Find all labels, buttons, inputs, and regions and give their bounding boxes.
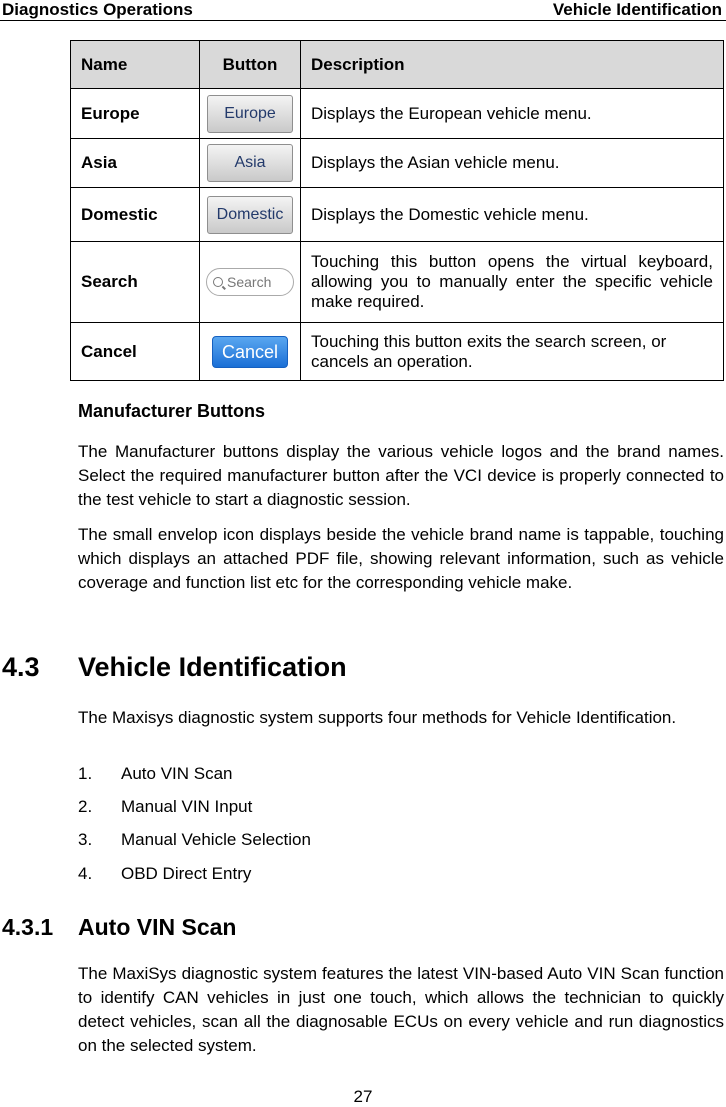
table-row (71, 139, 724, 188)
list-number: 2. (78, 797, 93, 816)
row-description: Displays the Asian vehicle menu. (301, 139, 724, 188)
manufacturer-paragraph-1: The Manufacturer buttons display the various vehicle logos and the brand names. Select the required manufacturer button after the VCI device is properly connected to the test vehicle to start a diagnostic session. (78, 442, 724, 509)
section-title: Auto VIN Scan (78, 914, 237, 940)
section-number: 4.3 (2, 652, 40, 682)
row-name: Cancel (71, 323, 200, 381)
button-cell (200, 323, 301, 381)
search-button-label: Search (227, 274, 272, 290)
section-4-3-1-body: The MaxiSys diagnostic system features the latest VIN-based Auto VIN Scan function to identify CAN vehicles in just one touch, which allows the technician to quickly detect vehicles, scan all the diagnosable ECUs on every vehicle and run diagnostics on the selected system. (78, 964, 724, 1055)
search-button-image (206, 268, 294, 296)
column-header-description: Description (301, 41, 724, 89)
button-cell (200, 139, 301, 188)
table-row (71, 242, 724, 323)
row-name: Asia (71, 139, 200, 188)
list-text: OBD Direct Entry (121, 864, 252, 883)
search-icon (213, 277, 223, 287)
section-number: 4.3.1 (2, 914, 54, 940)
table-row (71, 89, 724, 139)
row-name: Search (71, 242, 200, 323)
row-description: Touching this button exits the search screen, or cancels an operation. (301, 323, 724, 381)
list-item (78, 830, 311, 850)
column-header-name: Name (71, 41, 200, 89)
button-cell (200, 242, 301, 323)
europe-button-image: Europe (207, 95, 293, 133)
section-title: Vehicle Identification (78, 652, 347, 682)
list-number: 3. (78, 830, 93, 849)
row-description: Displays the European vehicle menu. (301, 89, 724, 139)
table-header-row (71, 41, 724, 89)
button-reference-table (70, 40, 724, 381)
row-name: Domestic (71, 188, 200, 242)
list-item (78, 864, 251, 884)
table-row (71, 188, 724, 242)
domestic-button-image: Domestic (207, 196, 293, 234)
header-section-title: Diagnostics Operations (2, 0, 193, 19)
list-number: 1. (78, 764, 93, 783)
list-text: Manual Vehicle Selection (121, 830, 311, 849)
section-heading-4-3-1 (2, 914, 236, 941)
manufacturer-paragraph-2: The small envelop icon displays beside the vehicle brand name is tappable, touching which displays an attached PDF file, showing relevant information, such as vehicle coverage and function list etc for the corresponding vehicle make. (78, 525, 724, 592)
section-heading-4-3 (2, 652, 347, 683)
cancel-button-image: Cancel (212, 336, 288, 368)
row-name: Europe (71, 89, 200, 139)
header-rule (0, 20, 726, 21)
section-4-3-intro: The Maxisys diagnostic system supports four methods for Vehicle Identification. (78, 708, 677, 727)
manufacturer-buttons-heading: Manufacturer Buttons (78, 401, 266, 421)
list-text: Auto VIN Scan (121, 764, 233, 783)
table-row (71, 323, 724, 381)
row-description: Displays the Domestic vehicle menu. (301, 188, 724, 242)
button-cell (200, 188, 301, 242)
asia-button-image: Asia (207, 144, 293, 182)
list-item (78, 797, 252, 817)
list-item (78, 764, 233, 784)
column-header-button: Button (200, 41, 301, 89)
list-number: 4. (78, 864, 93, 883)
list-text: Manual VIN Input (121, 797, 253, 816)
button-cell (200, 89, 301, 139)
header-chapter-title: Vehicle Identification (552, 0, 722, 19)
row-description: Touching this button opens the virtual keyboard, allowing you to manually enter the specific vehicle make required. (301, 242, 724, 323)
page-number: 27 (353, 1087, 373, 1106)
